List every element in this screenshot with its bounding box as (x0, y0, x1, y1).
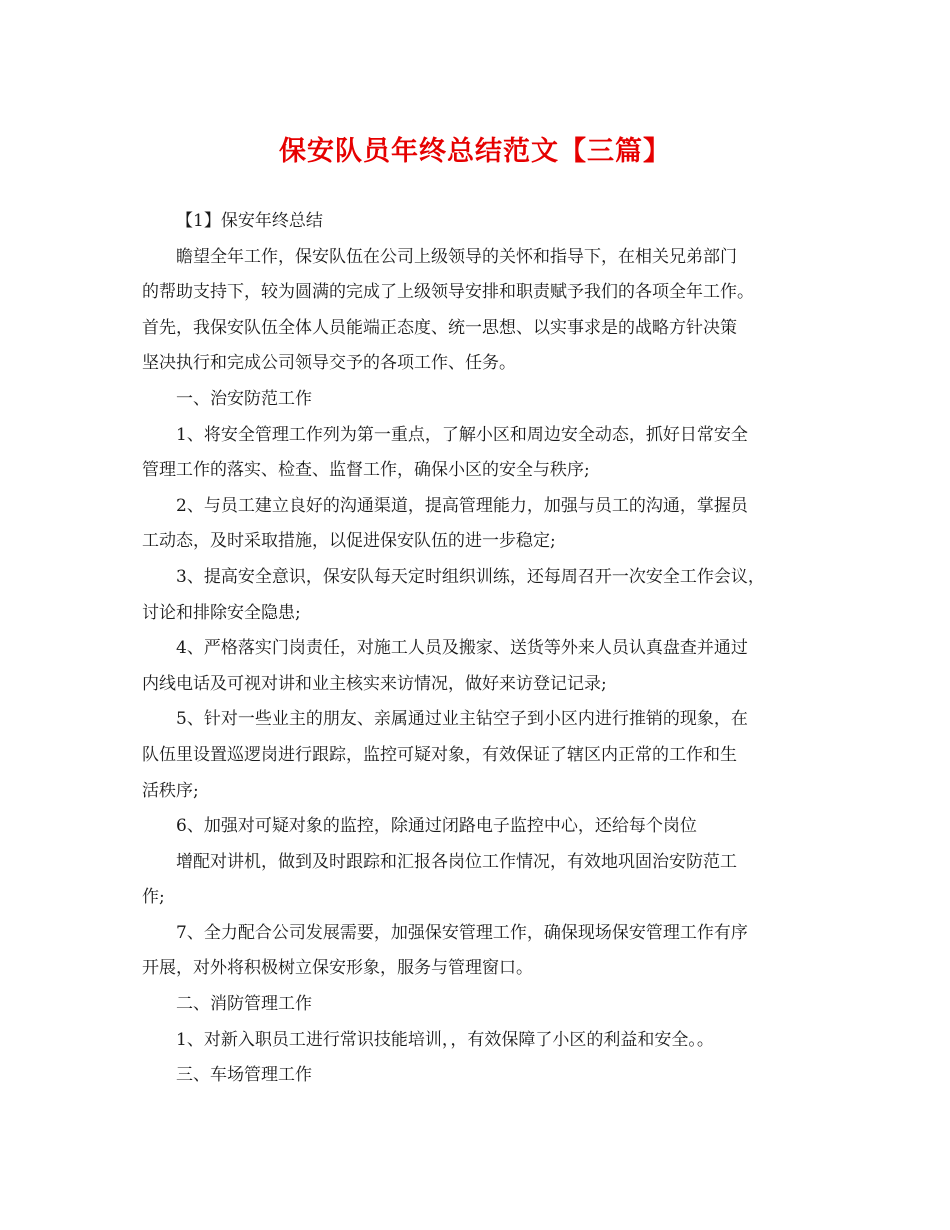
text-line: 二、消防管理工作 (176, 994, 312, 1015)
text-line: 坚决执行和完成公司领导交予的各项工作、任务。 (142, 353, 516, 374)
text-line: 的帮助支持下，较为圆满的完成了上级领导安排和职责赋予我们的各项全年工作。 (142, 282, 754, 303)
text-line: 作; (142, 887, 165, 908)
text-line: 增配对讲机，做到及时跟踪和汇报各岗位工作情况，有效地巩固治安防范工 (176, 851, 737, 872)
text-line: 5、针对一些业主的朋友、亲属通过业主钻空子到小区内进行推销的现象，在 (176, 709, 748, 730)
text-line: 三、车场管理工作 (176, 1065, 312, 1086)
text-line: 3、提高安全意识，保安队每天定时组织训练，还每周召开一次安全工作会议， (176, 566, 765, 587)
text-line: 内线电话及可视对讲和业主核实来访情况，做好来访登记记录; (142, 673, 607, 694)
text-line: 活秩序; (142, 780, 199, 801)
text-line: 队伍里设置巡逻岗进行跟踪，监控可疑对象，有效保证了辖区内正常的工作和生 (142, 744, 737, 765)
text-line: 1、对新入职员工进行常识技能培训，，有效保障了小区的利益和安全。。 (176, 1029, 714, 1050)
text-line: 1、将安全管理工作列为第一重点，了解小区和周边安全动态，抓好日常安全 (176, 424, 748, 445)
document-body (142, 204, 812, 1094)
text-line: 一、治安防范工作 (176, 388, 312, 409)
text-line: 讨论和排除安全隐患; (142, 602, 301, 623)
text-line: 开展，对外将积极树立保安形象，服务与管理窗口。 (142, 958, 533, 979)
text-line: 7、全力配合公司发展需要，加强保安管理工作，确保现场保安管理工作有序 (176, 922, 748, 943)
text-line: 【1】保安年终总结 (176, 211, 323, 231)
text-line: 2、与员工建立良好的沟通渠道，提高管理能力，加强与员工的沟通，掌握员 (176, 495, 748, 516)
text-line: 4、严格落实门岗责任，对施工人员及搬家、送货等外来人员认真盘查并通过 (176, 638, 748, 659)
text-line: 管理工作的落实、检查、监督工作，确保小区的安全与秩序; (142, 460, 590, 481)
text-line: 6、加强对可疑对象的监控，除通过闭路电子监控中心，还给每个岗位 (176, 816, 697, 837)
text-line: 瞻望全年工作，保安队伍在公司上级领导的关怀和指导下，在相关兄弟部门 (176, 246, 737, 267)
text-line: 工动态，及时采取措施，以促进保安队伍的进一步稳定; (142, 531, 556, 552)
document-title: 保安队员年终总结范文【三篇】 (279, 136, 671, 167)
text-line: 首先，我保安队伍全体人员能端正态度、统一思想、以实事求是的战略方针决策 (142, 317, 737, 338)
